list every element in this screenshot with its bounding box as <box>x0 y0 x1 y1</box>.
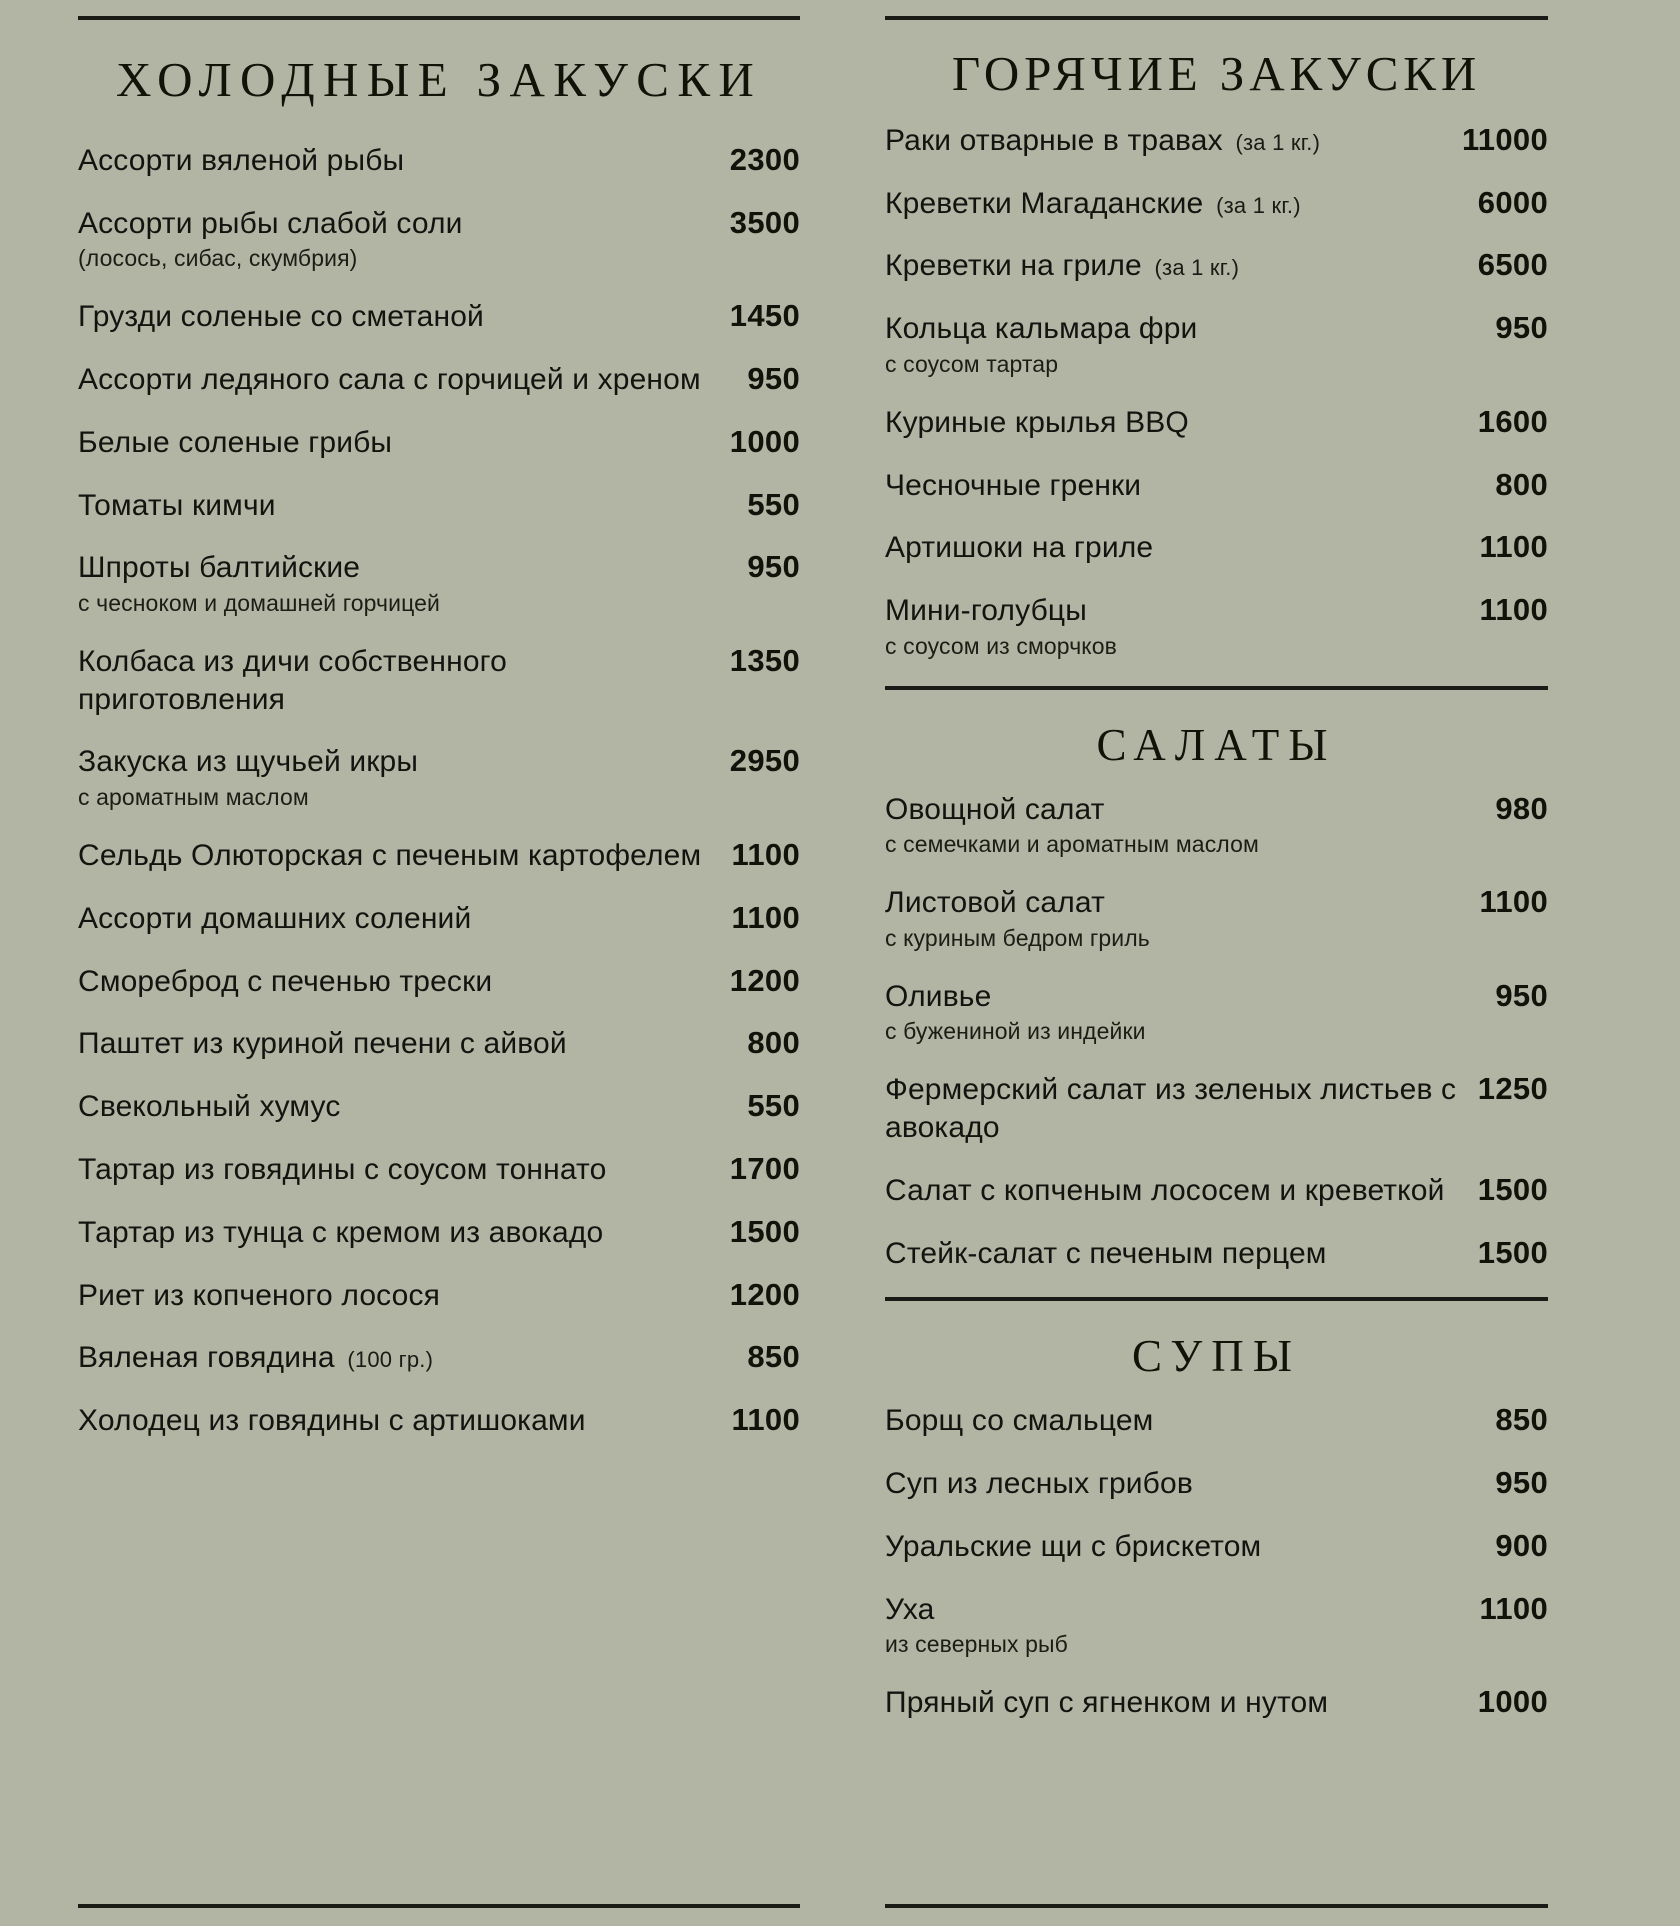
section-title-cold-appetizers: ХОЛОДНЫЕ ЗАКУСКИ <box>115 52 763 107</box>
menu-item-price: 1250 <box>1477 1071 1548 1107</box>
menu-item <box>885 1528 1548 1566</box>
menu-item-description: (лосось, сибас, скумбрия) <box>78 245 358 272</box>
menu-item-price: 1600 <box>1477 403 1548 439</box>
section-items-hot-appetizers <box>885 104 1548 686</box>
menu-item-row <box>885 529 1548 567</box>
menu-item-row <box>78 549 800 587</box>
menu-item-row <box>885 1235 1548 1273</box>
menu-item-name: Суп из лесных грибов <box>885 1467 1193 1501</box>
menu-item-name: Свекольный хумус <box>78 1090 341 1124</box>
menu-item-price: 1500 <box>1477 1234 1548 1270</box>
menu-item-unit: (за 1 кг.) <box>1222 129 1321 155</box>
menu-item <box>78 298 800 336</box>
menu-item-description: с чесноком и домашней горчицей <box>78 590 441 617</box>
menu-item-row <box>78 142 800 180</box>
menu-item-price: 950 <box>1495 1465 1548 1501</box>
menu-item <box>885 185 1548 223</box>
menu-item-price: 1000 <box>729 423 800 459</box>
menu-item-name: Раки отварные в травах (за 1 кг.) <box>885 123 1321 157</box>
menu-item-name: Борщ со смальцем <box>885 1404 1154 1438</box>
menu-item <box>78 424 800 462</box>
menu-item-name: Тартар из тунца с кремом из авокадо <box>78 1215 604 1249</box>
menu-item-row <box>885 1465 1548 1503</box>
menu-item-row <box>885 1684 1548 1722</box>
menu-item <box>78 549 800 618</box>
menu-item-name: Сельдь Олюторская с печеным картофелем <box>78 838 702 872</box>
menu-item <box>885 1591 1548 1660</box>
menu-item-price: 980 <box>1495 790 1548 826</box>
menu-item <box>885 1465 1548 1503</box>
menu-item-row <box>885 310 1548 348</box>
right-bottom-gap <box>885 1908 1548 1926</box>
menu-item <box>78 1277 800 1315</box>
right-column-spacer <box>885 1747 1548 1894</box>
menu-item-price: 550 <box>747 1088 800 1124</box>
menu-item <box>885 884 1548 953</box>
menu-item <box>885 122 1548 160</box>
menu-item-name: Фермерский салат из зеленых листьев с авокадо <box>885 1073 1457 1144</box>
menu-item-row <box>78 837 800 875</box>
menu-item-name: Ассорти вяленой рыбы <box>78 143 405 177</box>
menu-item <box>78 1151 800 1189</box>
section-items-salads <box>885 773 1548 1298</box>
menu-item-name: Ассорти ледяного сала с горчицей и хреном <box>78 362 701 396</box>
menu-item-price: 6000 <box>1477 184 1548 220</box>
menu-item-unit: (100 гр.) <box>334 1347 434 1373</box>
menu-item <box>885 791 1548 860</box>
menu-item-description: из северных рыб <box>885 1631 1068 1658</box>
menu-item <box>885 1402 1548 1440</box>
menu-item-row <box>885 978 1548 1016</box>
menu-item-price: 1100 <box>731 899 800 935</box>
menu-item-row <box>78 1402 800 1440</box>
menu-item-row <box>78 963 800 1001</box>
menu-item-row <box>78 643 800 719</box>
menu-item <box>78 643 800 719</box>
menu-item-price: 2300 <box>729 141 800 177</box>
menu-item-price: 1100 <box>1479 529 1548 565</box>
menu-item-row <box>78 743 800 781</box>
menu-item-row <box>78 361 800 399</box>
menu-item-name: Стейк-салат с печеным перцем <box>885 1236 1327 1270</box>
menu-item <box>885 404 1548 442</box>
menu-item-row <box>885 122 1548 160</box>
menu-item-name: Куриные крылья BBQ <box>885 405 1189 439</box>
menu-item-row <box>885 1528 1548 1566</box>
menu-item-price: 1000 <box>1477 1684 1548 1720</box>
menu-item <box>78 142 800 180</box>
menu-item-name: Оливье <box>885 979 992 1013</box>
menu-item-row <box>78 1088 800 1126</box>
menu-item-row <box>78 205 800 243</box>
menu-item <box>885 310 1548 379</box>
menu-item <box>78 837 800 875</box>
menu-item-name: Листовой салат <box>885 886 1105 920</box>
menu-item-name: Уха <box>885 1592 935 1626</box>
menu-item-row <box>885 884 1548 922</box>
menu-item-unit: (за 1 кг.) <box>1141 255 1240 281</box>
menu-item-name: Грузди соленые со сметаной <box>78 300 484 334</box>
menu-item-name: Тартар из говядины с соусом тоннато <box>78 1152 607 1186</box>
menu-item <box>78 487 800 525</box>
menu-item-price: 6500 <box>1477 247 1548 283</box>
menu-item-name: Уральские щи с брискетом <box>885 1529 1262 1563</box>
menu-item-row <box>885 185 1548 223</box>
menu-item <box>78 1088 800 1126</box>
menu-item <box>885 529 1548 567</box>
menu-item <box>885 1235 1548 1273</box>
menu-item-name: Томаты кимчи <box>78 488 276 522</box>
menu-item-name: Артишоки на гриле <box>885 531 1154 565</box>
menu-item-price: 1100 <box>1479 884 1548 920</box>
menu-item-row <box>885 247 1548 285</box>
menu-item-name: Шпроты балтийские <box>78 551 361 585</box>
menu-item <box>78 1214 800 1252</box>
menu-item-row <box>78 487 800 525</box>
menu-item-name: Кольца кальмара фри <box>885 312 1198 346</box>
menu-item-row <box>885 467 1548 505</box>
menu-item-name: Колбаса из дичи собственного приготовления <box>78 644 507 716</box>
menu-item-price: 1500 <box>729 1213 800 1249</box>
menu-item-row <box>885 791 1548 829</box>
menu-item-row <box>78 424 800 462</box>
menu-item-price: 900 <box>1495 1527 1548 1563</box>
menu-item-name: Ассорти домашних солений <box>78 901 472 935</box>
left-column-spacer <box>78 1465 800 1894</box>
menu-item-row <box>78 1277 800 1315</box>
menu-item-name: Чесночные гренки <box>885 468 1142 502</box>
menu-item <box>78 900 800 938</box>
menu-item-row <box>78 298 800 336</box>
menu-item-name: Овощной салат <box>885 792 1105 826</box>
menu-item-price: 1100 <box>731 1402 800 1438</box>
menu-item <box>885 978 1548 1047</box>
menu-item-price: 550 <box>747 486 800 522</box>
menu-item-row <box>885 1071 1548 1147</box>
menu-column-right <box>840 0 1680 1926</box>
menu-item <box>78 361 800 399</box>
menu-item <box>885 1172 1548 1210</box>
section-title-soups: СУПЫ <box>1131 1331 1302 1382</box>
menu-item-name: Холодец из говядины с артишоками <box>78 1404 586 1438</box>
menu-item-price: 850 <box>747 1339 800 1375</box>
menu-item-description: с ароматным маслом <box>78 784 309 811</box>
section-title-salads: САЛАТЫ <box>1096 719 1337 770</box>
menu-item-price: 800 <box>747 1025 800 1061</box>
menu-item-description: с бужениной из индейки <box>885 1018 1146 1045</box>
menu-item-description: с куриным бедром гриль <box>885 924 1150 951</box>
menu-item-name: Вяленая говядина (100 гр.) <box>78 1341 434 1375</box>
menu-item-name: Креветки Магаданские (за 1 кг.) <box>885 186 1301 220</box>
menu-item-row <box>78 1339 800 1377</box>
menu-item-price: 2950 <box>729 743 800 779</box>
menu-item-name: Пряный суп с ягненком и нутом <box>885 1686 1329 1720</box>
menu-item-row <box>885 1402 1548 1440</box>
menu-item <box>885 1684 1548 1722</box>
menu-item-row <box>78 1025 800 1063</box>
menu-item-description: с соусом из сморчков <box>885 632 1117 659</box>
menu-item-description: с соусом тартар <box>885 350 1059 377</box>
section-title-hot-appetizers: ГОРЯЧИЕ ЗАКУСКИ <box>951 46 1482 101</box>
menu-item-price: 950 <box>747 549 800 585</box>
menu-item-name: Закуска из щучьей икры <box>78 745 419 779</box>
menu-item-unit: (за 1 кг.) <box>1203 192 1301 218</box>
menu-item-price: 1200 <box>729 1276 800 1312</box>
menu-item-price: 950 <box>747 360 800 396</box>
menu-item <box>78 963 800 1001</box>
menu-item-price: 11000 <box>1461 121 1548 157</box>
menu-item-name: Паштет из куриной печени с айвой <box>78 1027 567 1061</box>
menu-item-row <box>885 404 1548 442</box>
left-bottom-gap <box>78 1908 800 1926</box>
menu-item-price: 950 <box>1495 977 1548 1013</box>
menu-item-price: 950 <box>1495 310 1548 346</box>
menu-item-price: 1700 <box>729 1150 800 1186</box>
menu-item-price: 850 <box>1495 1402 1548 1438</box>
menu-item <box>78 1025 800 1063</box>
menu-item-price: 1100 <box>731 836 800 872</box>
menu-item-name: Риет из копченого лосося <box>78 1278 441 1312</box>
menu-item <box>885 247 1548 285</box>
menu-item <box>78 1339 800 1377</box>
menu-item-description: с семечками и ароматным маслом <box>885 831 1259 858</box>
menu-item-name: Ассорти рыбы слабой соли <box>78 206 463 240</box>
menu-item-price: 800 <box>1495 466 1548 502</box>
menu-item <box>78 1402 800 1440</box>
menu-item <box>885 467 1548 505</box>
menu-item-price: 1500 <box>1477 1171 1548 1207</box>
menu-item-name: Белые соленые грибы <box>78 425 393 459</box>
menu-item-price: 3500 <box>729 204 800 240</box>
section-items-cold-appetizers <box>78 110 800 1465</box>
menu-item-name: Салат с копченым лососем и креветкой <box>885 1173 1445 1207</box>
menu-item-row <box>885 1172 1548 1210</box>
menu-item-row <box>885 592 1548 630</box>
menu-item-name: Мини-голубцы <box>885 594 1087 628</box>
menu-item-row <box>78 1214 800 1252</box>
menu-item-name: Креветки на гриле (за 1 кг.) <box>885 249 1240 283</box>
menu-item-row <box>885 1591 1548 1629</box>
section-items-soups <box>885 1384 1548 1747</box>
menu-item-price: 1200 <box>729 962 800 998</box>
menu-item-price: 1100 <box>1479 1590 1548 1626</box>
menu-item-price: 1350 <box>729 642 800 678</box>
menu-item-row <box>78 900 800 938</box>
menu-item-price: 1450 <box>729 298 800 334</box>
menu-item <box>885 592 1548 661</box>
menu-item <box>78 205 800 274</box>
menu-item-row <box>78 1151 800 1189</box>
menu-item <box>885 1071 1548 1147</box>
menu-item <box>78 743 800 812</box>
menu-item-price: 1100 <box>1479 592 1548 628</box>
menu-item-name: Смореброд с печенью трески <box>78 964 493 998</box>
